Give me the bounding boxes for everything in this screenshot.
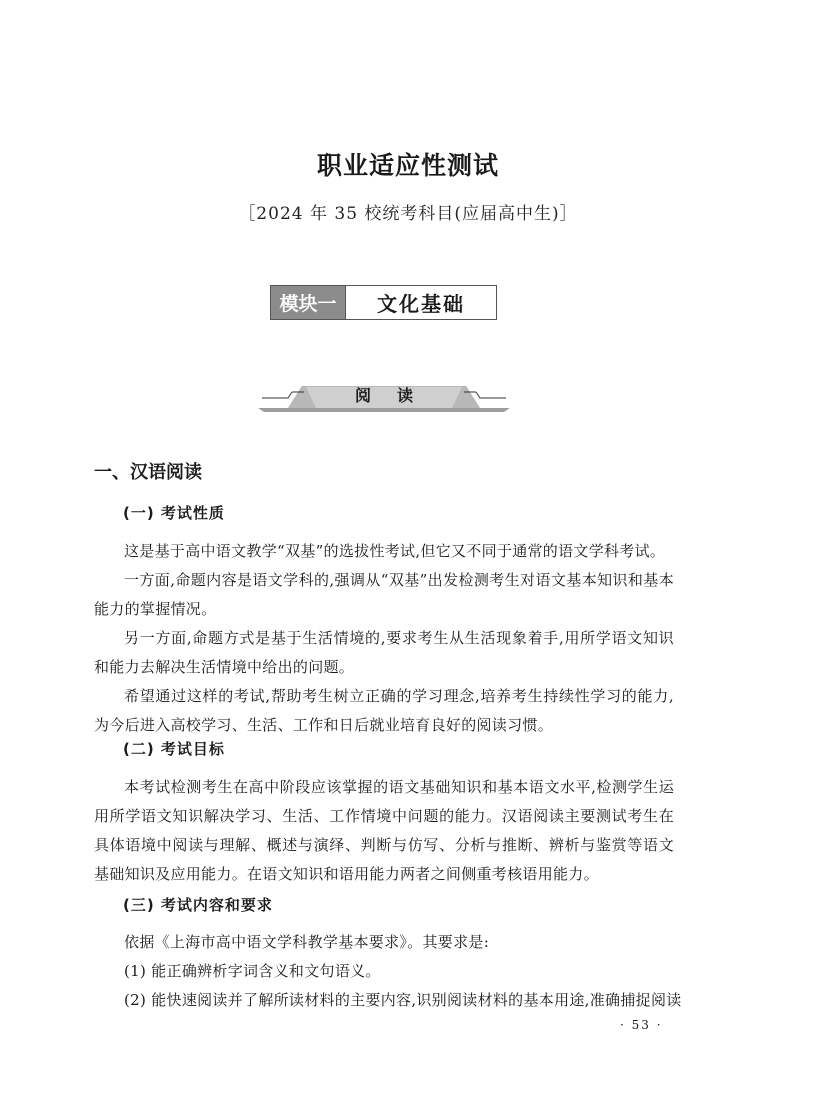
paragraph: 希望通过这样的考试,帮助考生树立正确的学习理念,培养考生持续性学习的能力,为今后进入高校学习、生活、工作和日后就业培育良好的阅读习惯。 [94,687,674,734]
list-item: (2) 能快速阅读并了解所读材料的主要内容,识别阅读材料的基本用途,准确捕捉阅读 [124,991,682,1009]
paragraph: 本考试检测考生在高中阶段应该掌握的语文基础知识和基本语文水平,检测学生运用所学语文知识解决学习、生活、工作情境中问题的能力。汉语阅读主要测试考生在具体语境中阅读与理解、概述与演绎、判断与仿写、分析与推断、辨析与鉴赏等语文基础知识及应用能力。在语文知识和语用能力两者之间侧重考核语用能力。 [94,778,674,883]
subsection-heading-nature: (一) 考试性质 [123,504,225,522]
list-item: (1) 能正确辨析字词含义和文句语义。 [124,962,381,980]
paragraph: 依据《上海市高中语文学科教学基本要求》。其要求是: [124,933,490,951]
module-header [270,285,497,320]
page-title: 职业适应性测试 [316,151,499,180]
banner-label: 阅读 [354,385,439,405]
section-banner [258,378,510,412]
paragraph: 另一方面,命题方式是基于生活情境的,要求考生从生活现象着手,用所学语文知识和能力去解决生活情境中给出的问题。 [94,629,674,676]
module-name: 文化基础 [377,292,465,316]
paragraph: 一方面,命题内容是语文学科的,强调从“双基”出发检测考生对语文基本知识和基本能力的掌握情况。 [94,571,674,618]
page-subtitle: ［2024 年 35 校统考科目(应届高中生)］ [238,204,578,224]
paragraph: 这是基于高中语文教学“双基”的选拔性考试,但它又不同于通常的语文学科考试。 [124,542,666,560]
page-number: · 53 · [620,1018,663,1032]
subsection-heading-content: (三) 考试内容和要求 [123,896,273,914]
section-heading: 一、汉语阅读 [94,462,202,483]
subsection-heading-goals: (二) 考试目标 [123,740,225,758]
module-tag: 模块一 [271,286,346,319]
